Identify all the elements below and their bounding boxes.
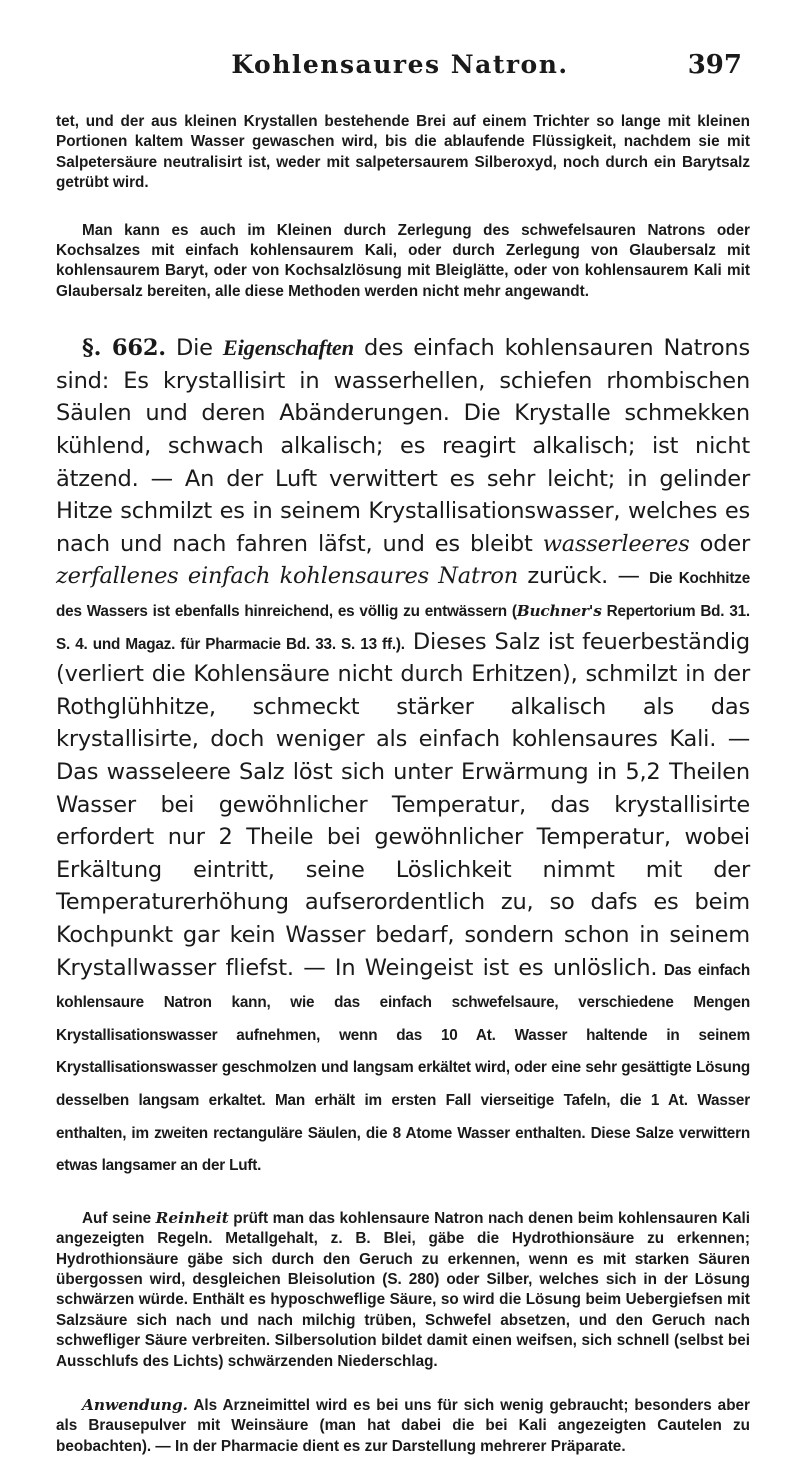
term-wasserleeres: wasserleeres	[542, 530, 690, 557]
running-title: Kohlensaures Natron.	[231, 50, 569, 79]
section-662-paragraph: §. 662. Die Eigenschaften des einfach kohlensauren Natrons sind: Es krystallisirt in wasserhellen, schiefen rhombischen Säulen und deren Abänderungen. Die Krystalle schmekken kühlend, schwach alkalisch; es reagirt alkalisch; ist nicht ätzend. — An der Luft verwittert es sehr leicht; in gelinder Hitze schmilzt es in seinem Krystallisationswasser, welches es nach und nach fahren läfst, und es bleibt wasserleeres oder zerfallenes einfach kohlensaures Natron zurück. — Die Kochhitze des Wassers ist ebenfalls hinreichend, es völlig zu entwässern (Buchner's Repertorium Bd. 31. S. 4. und Magaz. für Pharmacie Bd. 33. S. 13 ff.). Dieses Salz ist feuerbeständig (verliert die Kohlensäure nicht durch Erhitzen), schmilzt in der Rothglühhitze, schmeckt stärker alkalisch als das krystallisirte, doch weniger als einfach kohlensaures Kali. — Das wasseleere Salz löst sich unter Erwärmung in 5,2 Theilen Wasser bei gewöhnlicher Temperatur, das krystallisirte erfordert nur 2 Theile bei gewöhnlicher Temperatur, wobei Erkältung eintritt, seine Löslichkeit nimmt mit der Temperaturerhöhung aufserordentlich zu, so dafs es beim Kochpunkt gar kein Wasser bedarf, sondern schon in seinem Krystallwasser fliefst. — In Weingeist ist es unlöslich. Das einfach kohlensaure Natron kann, wie das einfach schwefelsaure, verschiedene Mengen Krystallisationswasser aufnehmen, wenn das 10 At. Wasser haltende in seinem Krystallisationswasser geschmolzen und langsam erkältet wird, oder eine sehr gesättigte Lösung desselben langsam erkaltet. Man erhält im ersten Fall vierseitige Tafeln, die 1 At. Wasser enthalten, im zweiten rectanguläre Säulen, die 8 Atome Wasser enthalten. Diese Salze verwittern etwas langsamer an der Luft.	[56, 335, 751, 1175]
term-anwendung: Anwendung.	[82, 1395, 188, 1414]
note-crystal-water: Das einfach kohlensaure Natron kann, wie das einfach schwefelsaure, verschiedene Mengen Krystallisationswasser aufnehmen, wenn das 10 At. Wasser haltende in seinem Krystallisationswasser geschmolzen und langsam erkältet wird, oder eine sehr gesättigte Lösung desselben langsam erkaltet. Man erhält im ersten Fall vierseitige Tafeln, die 1 At. Wasser enthalten, im zweiten rectanguläre Säulen, die 8 Atome Wasser enthalten. Diese Salze verwittern etwas langsamer an der Luft.	[56, 961, 750, 1175]
page-body	[56, 112, 750, 1457]
note-kochhitze: Die Kochhitze des Wassers ist ebenfalls hinreichend, es völlig zu entwässern (Buchner's Repertorium Bd. 31. S. 4. und Magaz. für Pharmacie Bd. 33. S. 13 ff.).	[56, 570, 750, 653]
paragraph-purity: Auf seine Reinheit prüft man das kohlensaure Natron nach denen beim kohlensauren Kali angezeigten Regeln. Metallgehalt, z. B. Blei, gäbe die Hydrothionsäure zu erkennen; Hydrothionsäure gäbe sich durch den Geruch zu erkennen, wenn es mit starken Säuren übergossen wird, desgleichen Bleisolution (S. 280) oder Silber, welches sich in der Lösung schwärzen würde. Enthält es hyposchweflige Säure, so wird die Lösung beim Uebergiefsen mit Salzsäure sich nach und nach milchig trüben, Schwefel absetzen, und den Geruch nach schwefliger Säure verbreiten. Silbersolution bildet damit einen weifsen, sich schnell (selbst bei Ausschlufs des Lichts) schwärzenden Niederschlag.	[56, 1208, 750, 1370]
reference-author: Buchner's	[516, 602, 602, 620]
section-heading-italic: Eigenschaften	[222, 335, 354, 361]
paragraph-preparation-methods: Man kann es auch im Kleinen durch Zerlegung des schwefelsauren Natrons oder Kochsalzes mit einfach kohlensaurem Kali, oder durch Zerlegung von Glaubersalz mit kohlensaurem Baryt, oder von Kochsalzlösung mit Bleiglätte, oder von kohlensaurem Kali mit Glaubersalz bereiten, alle diese Methoden werden nicht mehr angewandt.	[56, 221, 750, 300]
page-number: 397	[687, 50, 742, 80]
term-zerfallenes: zerfallenes einfach kohlensaures Natron	[56, 563, 519, 590]
section-number: §. 662.	[82, 335, 166, 362]
running-head	[0, 48, 800, 84]
paragraph-continuation: tet, und der aus kleinen Krystallen bestehende Brei auf einem Trichter so lange mit kleinen Portionen kaltem Wasser gewaschen wird, bis die ablaufende Flüssigkeit, nachdem sie mit Salpetersäure neutralisirt ist, weder mit salpetersaurem Silberoxyd, noch durch ein Barytsalz getrübt wird.	[56, 113, 750, 192]
term-reinheit: Reinheit	[155, 1208, 229, 1227]
section-main-text: Dieses Salz ist feuerbeständig (verliert die Kohlensäure nicht durch Erhitzen), schmilzt in der Rothglühhitze, schmeckt stärker alkalisch als das krystallisirte, doch weniger als einfach kohlensaures Kali. — Das wasseleere Salz löst sich unter Erwärmung in 5,2 Theilen Wasser bei gewöhnlicher Temperatur, das krystallisirte erfordert nur 2 Theile bei gewöhnlicher Temperatur, wobei Erkältung eintritt, seine Löslichkeit nimmt mit der Temperaturerhöhung aufserordentlich zu, so dafs es beim Kochpunkt gar kein Wasser bedarf, sondern schon in seinem Krystallwasser fliefst. — In Weingeist ist es unlöslich.	[56, 628, 751, 981]
paragraph-application: Anwendung. Als Arzneimittel wird es bei uns für sich wenig gebraucht; besonders aber als Brausepulver mit Weinsäure (man hat dabei die bei Kali angezeigten Cautelen zu beobachten). — In der Pharmacie dient es zur Darstellung mehrerer Präparate.	[56, 1395, 750, 1455]
